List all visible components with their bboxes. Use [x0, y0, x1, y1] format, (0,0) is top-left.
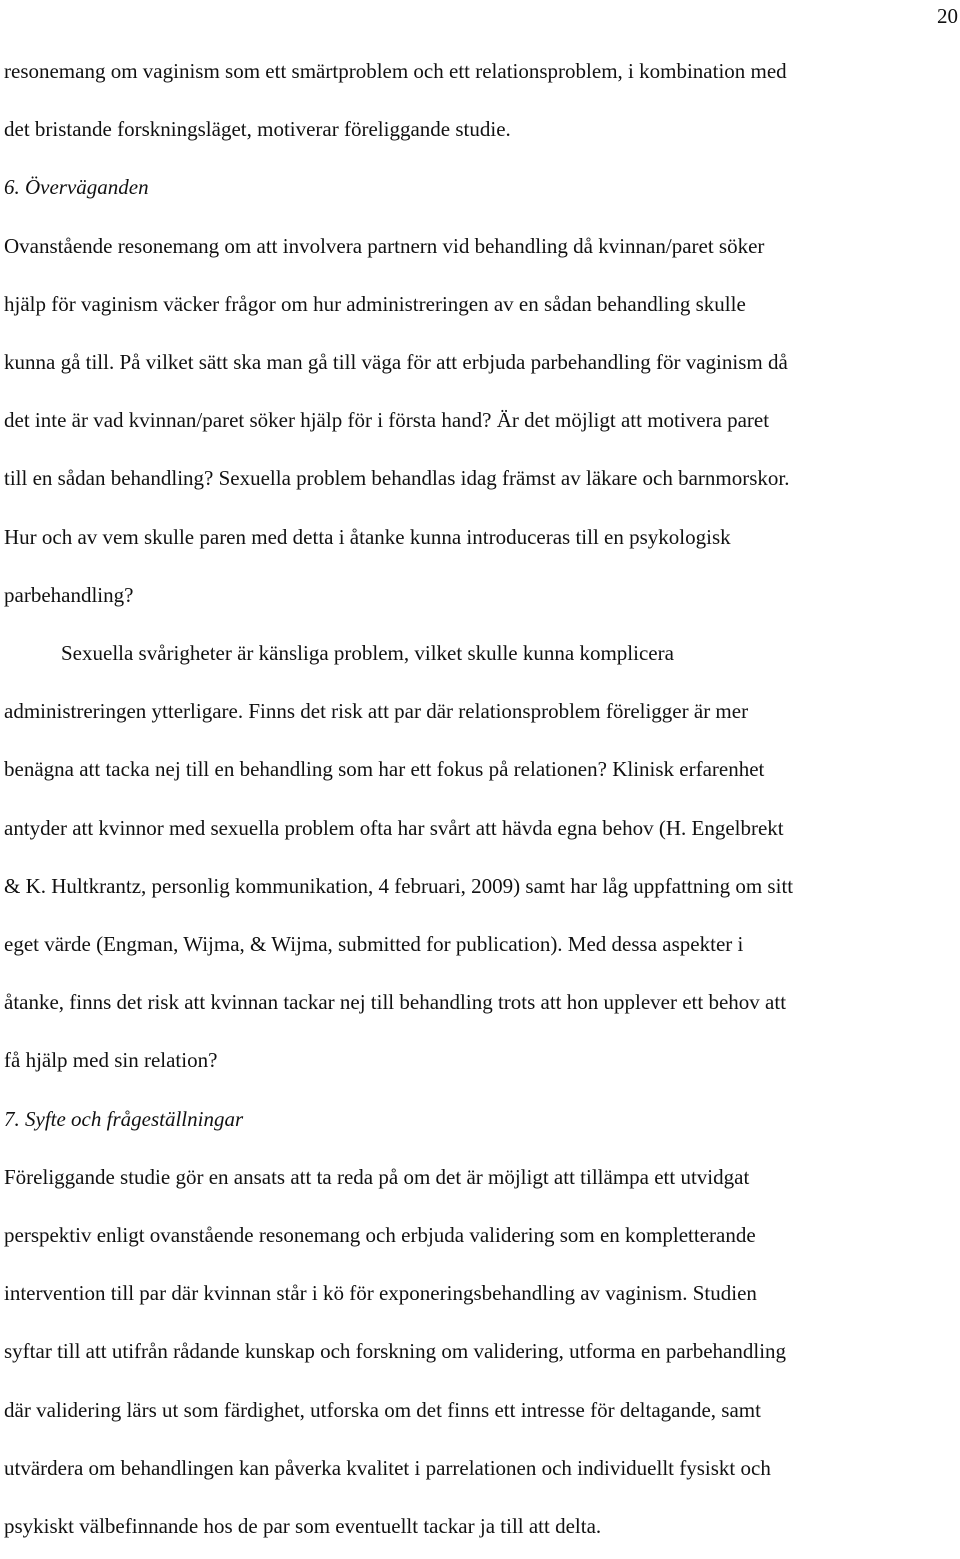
- text-line: parbehandling?: [4, 582, 134, 607]
- text-line: det bristande forskningsläget, motiverar föreliggande studie.: [4, 117, 511, 142]
- page-number: 20: [937, 4, 958, 28]
- text-line: få hjälp med sin relation?: [4, 1048, 218, 1073]
- text-line: psykiskt välbefinnande hos de par som eventuellt tackar ja till att delta.: [4, 1514, 602, 1538]
- text-line: resonemang om vaginism som ett smärtproblem och ett relationsproblem, i kombination med: [4, 59, 787, 83]
- text-line: & K. Hultkrantz, personlig kommunikation, 4 februari, 2009) samt har låg uppfattning om sitt: [4, 873, 794, 898]
- text-line: till en sådan behandling? Sexuella problem behandlas idag främst av läkare och barnmorskor.: [4, 466, 790, 491]
- text-line: Ovanstående resonemang om att involvera partnern vid behandling då kvinnan/paret söker: [4, 233, 765, 258]
- text-line: eget värde (Engman, Wijma, & Wijma, submitted for publication). Med dessa aspekter i: [4, 932, 744, 956]
- text-line: antyder att kvinnor med sexuella problem ofta har svårt att hävda egna behov (H. Engelbrekt: [4, 815, 784, 840]
- text-line: intervention till par där kvinnan står i kö för exponeringsbehandling av vaginism. Studien: [4, 1281, 757, 1306]
- text-line: administreringen ytterligare. Finns det risk att par där relationsproblem föreligger är mer: [4, 699, 749, 724]
- text-line: Hur och av vem skulle paren med detta i åtanke kunna introduceras till en psykologisk: [4, 524, 731, 549]
- text-line: hjälp för vaginism väcker frågor om hur administreringen av en sådan behandling skulle: [4, 291, 746, 316]
- text-line: det inte är vad kvinnan/paret söker hjälp för i första hand? Är det möjligt att motivera paret: [4, 408, 770, 433]
- text-line: benägna att tacka nej till en behandling som har ett fokus på relationen? Klinisk erfarenhet: [4, 757, 765, 782]
- text-line: där validering lärs ut som färdighet, utforska om det finns ett intresse för deltagande, samt: [4, 1397, 761, 1422]
- text-line: åtanke, finns det risk att kvinnan tackar nej till behandling trots att hon upplever ett behov att: [4, 990, 787, 1015]
- text-line: Sexuella svårigheter är känsliga problem, vilket skulle kunna komplicera: [61, 641, 674, 665]
- section-heading: 6. Överväganden: [4, 175, 149, 200]
- section-heading: 7. Syfte och frågeställningar: [4, 1106, 244, 1131]
- text-line: utvärdera om behandlingen kan påverka kvalitet i parrelationen och individuellt fysiskt och: [4, 1455, 771, 1480]
- text-line: perspektiv enligt ovanstående resonemang och erbjuda validering som en kompletterande: [4, 1223, 756, 1247]
- text-line: Föreliggande studie gör en ansats att ta reda på om det är möjligt att tillämpa ett utvidgat: [4, 1164, 750, 1189]
- text-line: kunna gå till. På vilket sätt ska man gå till väga för att erbjuda parbehandling för vaginism då: [4, 350, 788, 374]
- text-line: syftar till att utifrån rådande kunskap och forskning om validering, utforma en parbehandling: [4, 1339, 787, 1364]
